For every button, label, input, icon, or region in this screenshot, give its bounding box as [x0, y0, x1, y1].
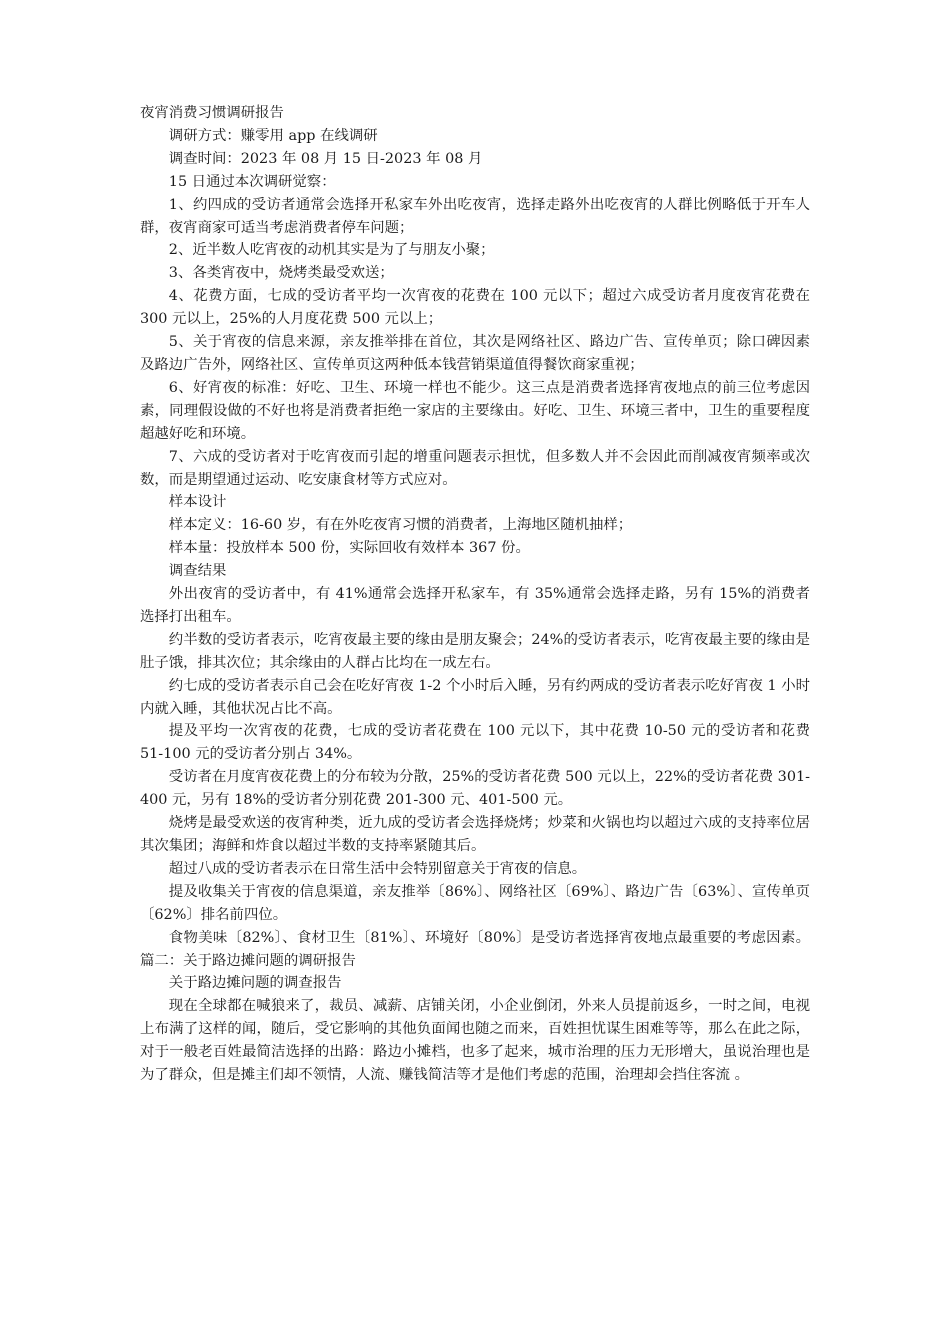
finding-1: 1、约四成的受访者通常会选择开私家车外出吃夜宵，选择走路外出吃夜宵的人群比例略低于开车人群，夜宵商家可适当考虑消费者停车问题；: [140, 196, 810, 236]
sample-definition: 样本定义：16-60 岁，有在外吃夜宵习惯的消费者，上海地区随机抽样；: [168, 517, 633, 534]
result-paragraph: 提及平均一次宵夜的花费，七成的受访者花费在 100 元以下，其中花费 10-50 元的受访者和花费 51-100 元的受访者分别占 34%。: [140, 723, 810, 763]
result-paragraph: 外出夜宵的受访者中，有 41%通常会选择开私家车，有 35%通常会选择走路，另有 15%的消费者选择打出租车。: [140, 586, 810, 625]
second-report-title: 关于路边摊问题的调查报告: [168, 975, 342, 992]
result-paragraph: 食物美味〔82%〕、食材卫生〔81%〕、环境好〔80%〕是受访者选择宵夜地点最重要的考虑因素。篇二：关于路边摊问题的调研报告: [140, 929, 810, 969]
finding-2: 2、近半数人吃宵夜的动机其实是为了与朋友小聚；: [168, 242, 495, 259]
sample-size: 样本量：投放样本 500 份，实际回收有效样本 367 份。: [168, 540, 530, 557]
finding-6: 6、好宵夜的标准：好吃、卫生、环境一样也不能少。这三点是消费者选择宵夜地点的前三位考虑因素，同理假设做的不好也将是消费者拒绝一家店的主要缘由。好吃、卫生、环境三者中，卫生的重要程度超越好吃和环境。: [140, 379, 810, 442]
survey-method: 调研方式：赚零用 app 在线调研: [168, 127, 378, 144]
finding-7: 7、六成的受访者对于吃宵夜而引起的增重问题表示担忧，但多数人并不会因此而削减夜宵频率或次数，而是期望通过运动、吃安康食材等方式应对。: [140, 448, 810, 488]
finding-4: 4、花费方面，七成的受访者平均一次宵夜的花费在 100 元以下；超过六成受访者月度夜宵花费在 300 元以上，25%的人月度花费 500 元以上；: [140, 288, 810, 328]
document-title: 夜宵消费习惯调研报告: [140, 105, 284, 121]
result-paragraph: 超过八成的受访者表示在日常生活中会特别留意关于宵夜的信息。: [168, 860, 587, 877]
survey-time: 调查时间：2023 年 08 月 15 日-2023 年 08 月: [168, 150, 483, 167]
sample-design-heading: 样本设计: [168, 494, 227, 511]
result-paragraph: 约七成的受访者表示自己会在吃好宵夜 1-2 个小时后入睡，另有约两成的受访者表示吃好宵夜 1 小时内就入睡，其他状况占比不高。: [140, 677, 810, 717]
finding-3: 3、各类宵夜中，烧烤类最受欢送；: [168, 265, 394, 282]
second-report-paragraph: 现在全球都在喊狼来了，裁员、减薪、店铺关闭，小企业倒闭，外来人员提前返乡，一时之间，电视上布满了这样的闻，随后，受它影响的其他负面闻也随之而来，百姓担忧谋生困难等等，那么在此之际，对于一般老百姓最简洁选择的出路：路边小摊档，也多了起来，城市治理的压力无形增大，虽说治理也是为了群众，但是摊主们却不领情，人流、赚钱简洁等才是他们考虑的范围，治理却会挡住客流 。: [140, 998, 810, 1084]
result-paragraph: 提及收集关于宵夜的信息渠道，亲友推举〔86%〕、网络社区〔69%〕、路边广告〔63%〕、宣传单页〔62%〕排名前四位。: [140, 883, 810, 923]
result-paragraph: 受访者在月度宵夜花费上的分布较为分散，25%的受访者花费 500 元以上，22%的受访者花费 301-400 元，另有 18%的受访者分别花费 201-300 元、401-500 元。: [140, 769, 810, 809]
result-paragraph: 烧烤是最受欢送的夜宵种类，近九成的受访者会选择烧烤；炒菜和火锅也均以超过六成的支持率位居其次集团；海鲜和炸食以超过半数的支持率紧随其后。: [140, 815, 810, 854]
result-paragraph: 约半数的受访者表示，吃宵夜最主要的缘由是朋友聚会；24%的受访者表示，吃宵夜最主要的缘由是肚子饿，排其次位；其余缘由的人群占比均在一成左右。: [140, 631, 810, 671]
results-heading: 调查结果: [168, 563, 227, 580]
finding-5: 5、关于宵夜的信息来源，亲友推举排在首位，其次是网络社区、路边广告、宣传单页；除口碑因素及路边广告外，网络社区、宣传单页这两种低本钱营销渠道值得餐饮商家重视；: [140, 334, 810, 373]
document-body: [140, 102, 810, 1087]
findings-intro: 15 日通过本次调研觉察：: [168, 173, 336, 190]
